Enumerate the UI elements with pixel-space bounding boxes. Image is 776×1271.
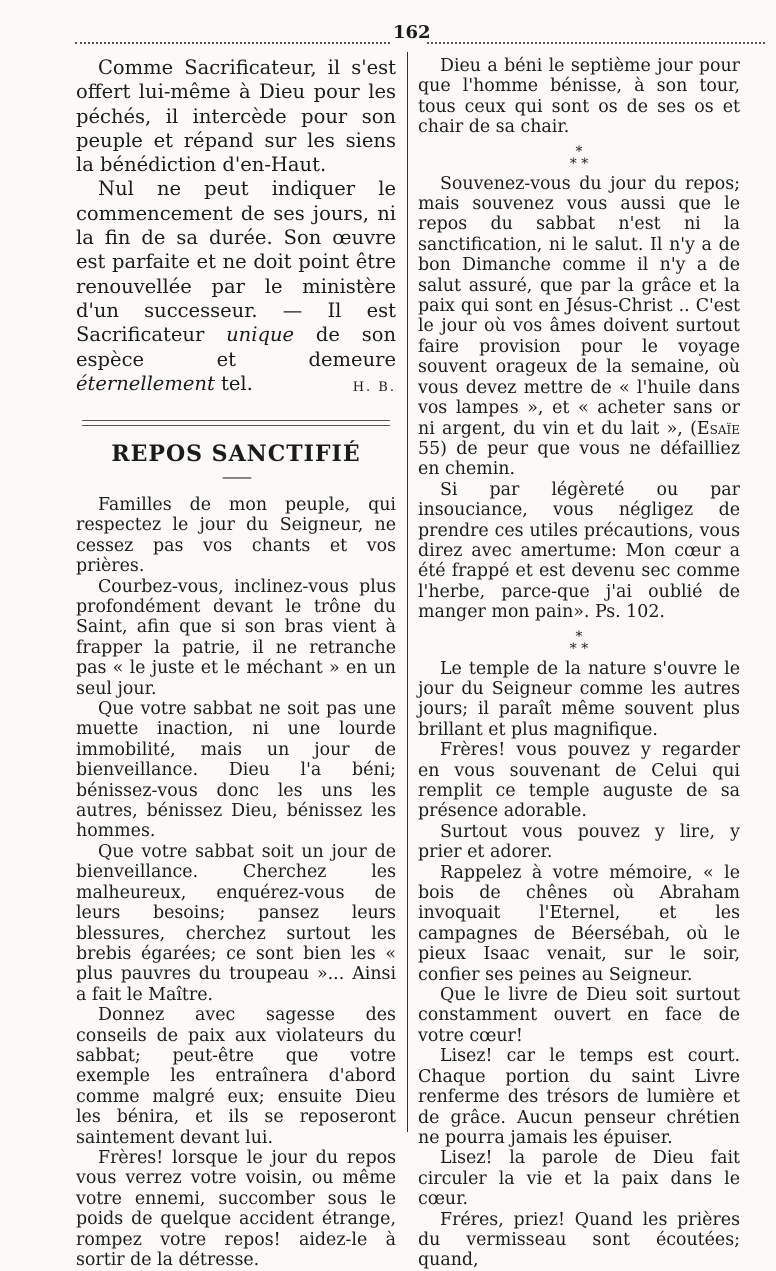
paragraph: Que votre sabbat soit un jour de bienveillance. Cherchez les malheureux, enquérez-vous de leurs besoins; pansez leurs blessures, cherchez surtout les brebis égarées; ce sont bien les « plus pauvres du troupeau »... Ainsi a fait le Maître. [76, 841, 396, 1005]
paragraph: Le temple de la nature s'ouvre le jour du Seigneur comme les autres jours; il paraît même souvent plus brillant et plus magnifique. [418, 658, 740, 740]
paragraph: Dieu a béni le septième jour pour que l'homme bénisse, à son tour, tous ceux qui sont os de ses os et chair de sa chair. [418, 56, 740, 138]
section-separator [82, 420, 390, 426]
paragraph-text: Souvenez-vous du jour du repos; mais souvenez vous aussi que le repos du sabbat n'est ni la sanctification, ni le salut. Il n'y a de bon Dimanche comme il n'y a de salut assuré, que par la grâce et la paix qui sont en Jésus-Christ .. C'est le jour où vos âmes doivent surtout faire provision pour le voyage souvent orageux de la semaine, où vous devez mettre de « l'huile dans vos lampes », et « acheter sans or ni argent, du vin et du lait », ( [418, 173, 740, 439]
paragraph-text: ) de peur que vous ne défailliez en chemin. [418, 438, 740, 480]
scripture-reference: Esaïe 55 [418, 418, 740, 459]
paragraph [76, 177, 396, 396]
italic-word: unique [226, 323, 295, 347]
paragraph: Si par légèreté ou par insouciance, vous négligez de prendre ces utiles précautions, vous direz avec amertume: Mon cœur a été frappé et est devenu sec comme l'herbe, parce-que j'ai oublié de manger mon pain». Ps. 102. [418, 479, 740, 623]
italic-word: éternellement [76, 371, 215, 395]
paragraph-text: de son espèce et demeure [76, 323, 397, 371]
section-stars: * * * [569, 143, 589, 172]
paragraph: Que le livre de Dieu soit surtout constamment ouvert en face de votre cœur! [418, 985, 740, 1046]
paragraph: Donnez avec sagesse des conseils de paix aux violateurs du sabbat; peut-être que votre exemple les entraînera d'abord comme malgré eux; ensuite Dieu les bénira, et ils se reposeront saintement devant lui. [76, 1005, 396, 1148]
paragraph: Comme Sacrificateur, il s'est offert lui-même à Dieu pour les péchés, il intercède pour son peuple et répand sur les siens la bénédiction d'en-Haut. [76, 56, 396, 177]
paragraph: Lisez! car le temps est court. Chaque portion du saint Livre renferme des trésors de lumière et de grâce. Aucun penseur chrétien ne pourra jamais les épuiser. [418, 1046, 740, 1148]
paragraph: Frères! lorsque le jour du repos vous verrez votre voisin, ou même votre ennemi, succomber sous le poids de quelque accident étrange, rompez votre repos! aidez-le à sortir de la détresse. [76, 1147, 396, 1270]
paragraph: Familles de mon peuple, qui respectez le jour du Seigneur, ne cessez pas vos chants et vos prières. [76, 494, 396, 577]
title-dash: —— [222, 466, 250, 486]
section-title: REPOS SANCTIFIÉ [111, 441, 361, 468]
paragraph: Surtout vous pouvez y lire, y prier et adorer. [418, 821, 740, 863]
paragraph: Fréres, priez! Quand les prières du vermisseau sont écoutées; quand, [418, 1209, 740, 1271]
column-divider [407, 52, 408, 1132]
page-number: 162 [393, 22, 431, 43]
paragraph-text: tel. [214, 371, 253, 395]
left-column [76, 56, 396, 1270]
paragraph: Lisez! la parole de Dieu fait circuler la vie et la paix dans le cœur. [418, 1148, 740, 1210]
page-header [75, 22, 765, 48]
right-column [418, 56, 740, 1271]
paragraph [418, 174, 740, 480]
header-rule-left [75, 42, 390, 44]
paragraph: Que votre sabbat ne soit pas une muette inaction, ni une lourde immobilité, mais un jour de bienveillance. Dieu l'a béni; bénissez-vous donc les uns les autres, bénissez Dieu, bénissez les hommes. [76, 699, 396, 842]
section-stars: * * * [569, 628, 589, 657]
paragraph: Courbez-vous, inclinez-vous plus profondément devant le trône du Saint, afin que si son bras vient à frapper la patrie, il ne retranche pas « le juste et le méchant » en un seul jour. [76, 576, 396, 699]
paragraph: Rappelez à votre mémoire, « le bois de chênes où Abraham invoquait l'Eternel, et les campagnes de Béersébah, où le pieux Isaac venait, sur le soir, confier ses peines au Seigneur. [418, 862, 740, 985]
paragraph-text: Nul ne peut indiquer le commencement de ses jours, ni la fin de sa durée. Son œuvre est parfaite et ne doit point être renouvellée par le ministère d'un successeur. — Il est Sacrificateur [76, 177, 396, 347]
author-signature: H. B. [352, 379, 396, 395]
paragraph: Frères! vous pouvez y regarder en vous souvenant de Celui qui remplit ce temple auguste de sa présence adorable. [418, 740, 740, 822]
header-rule-right [427, 42, 765, 44]
